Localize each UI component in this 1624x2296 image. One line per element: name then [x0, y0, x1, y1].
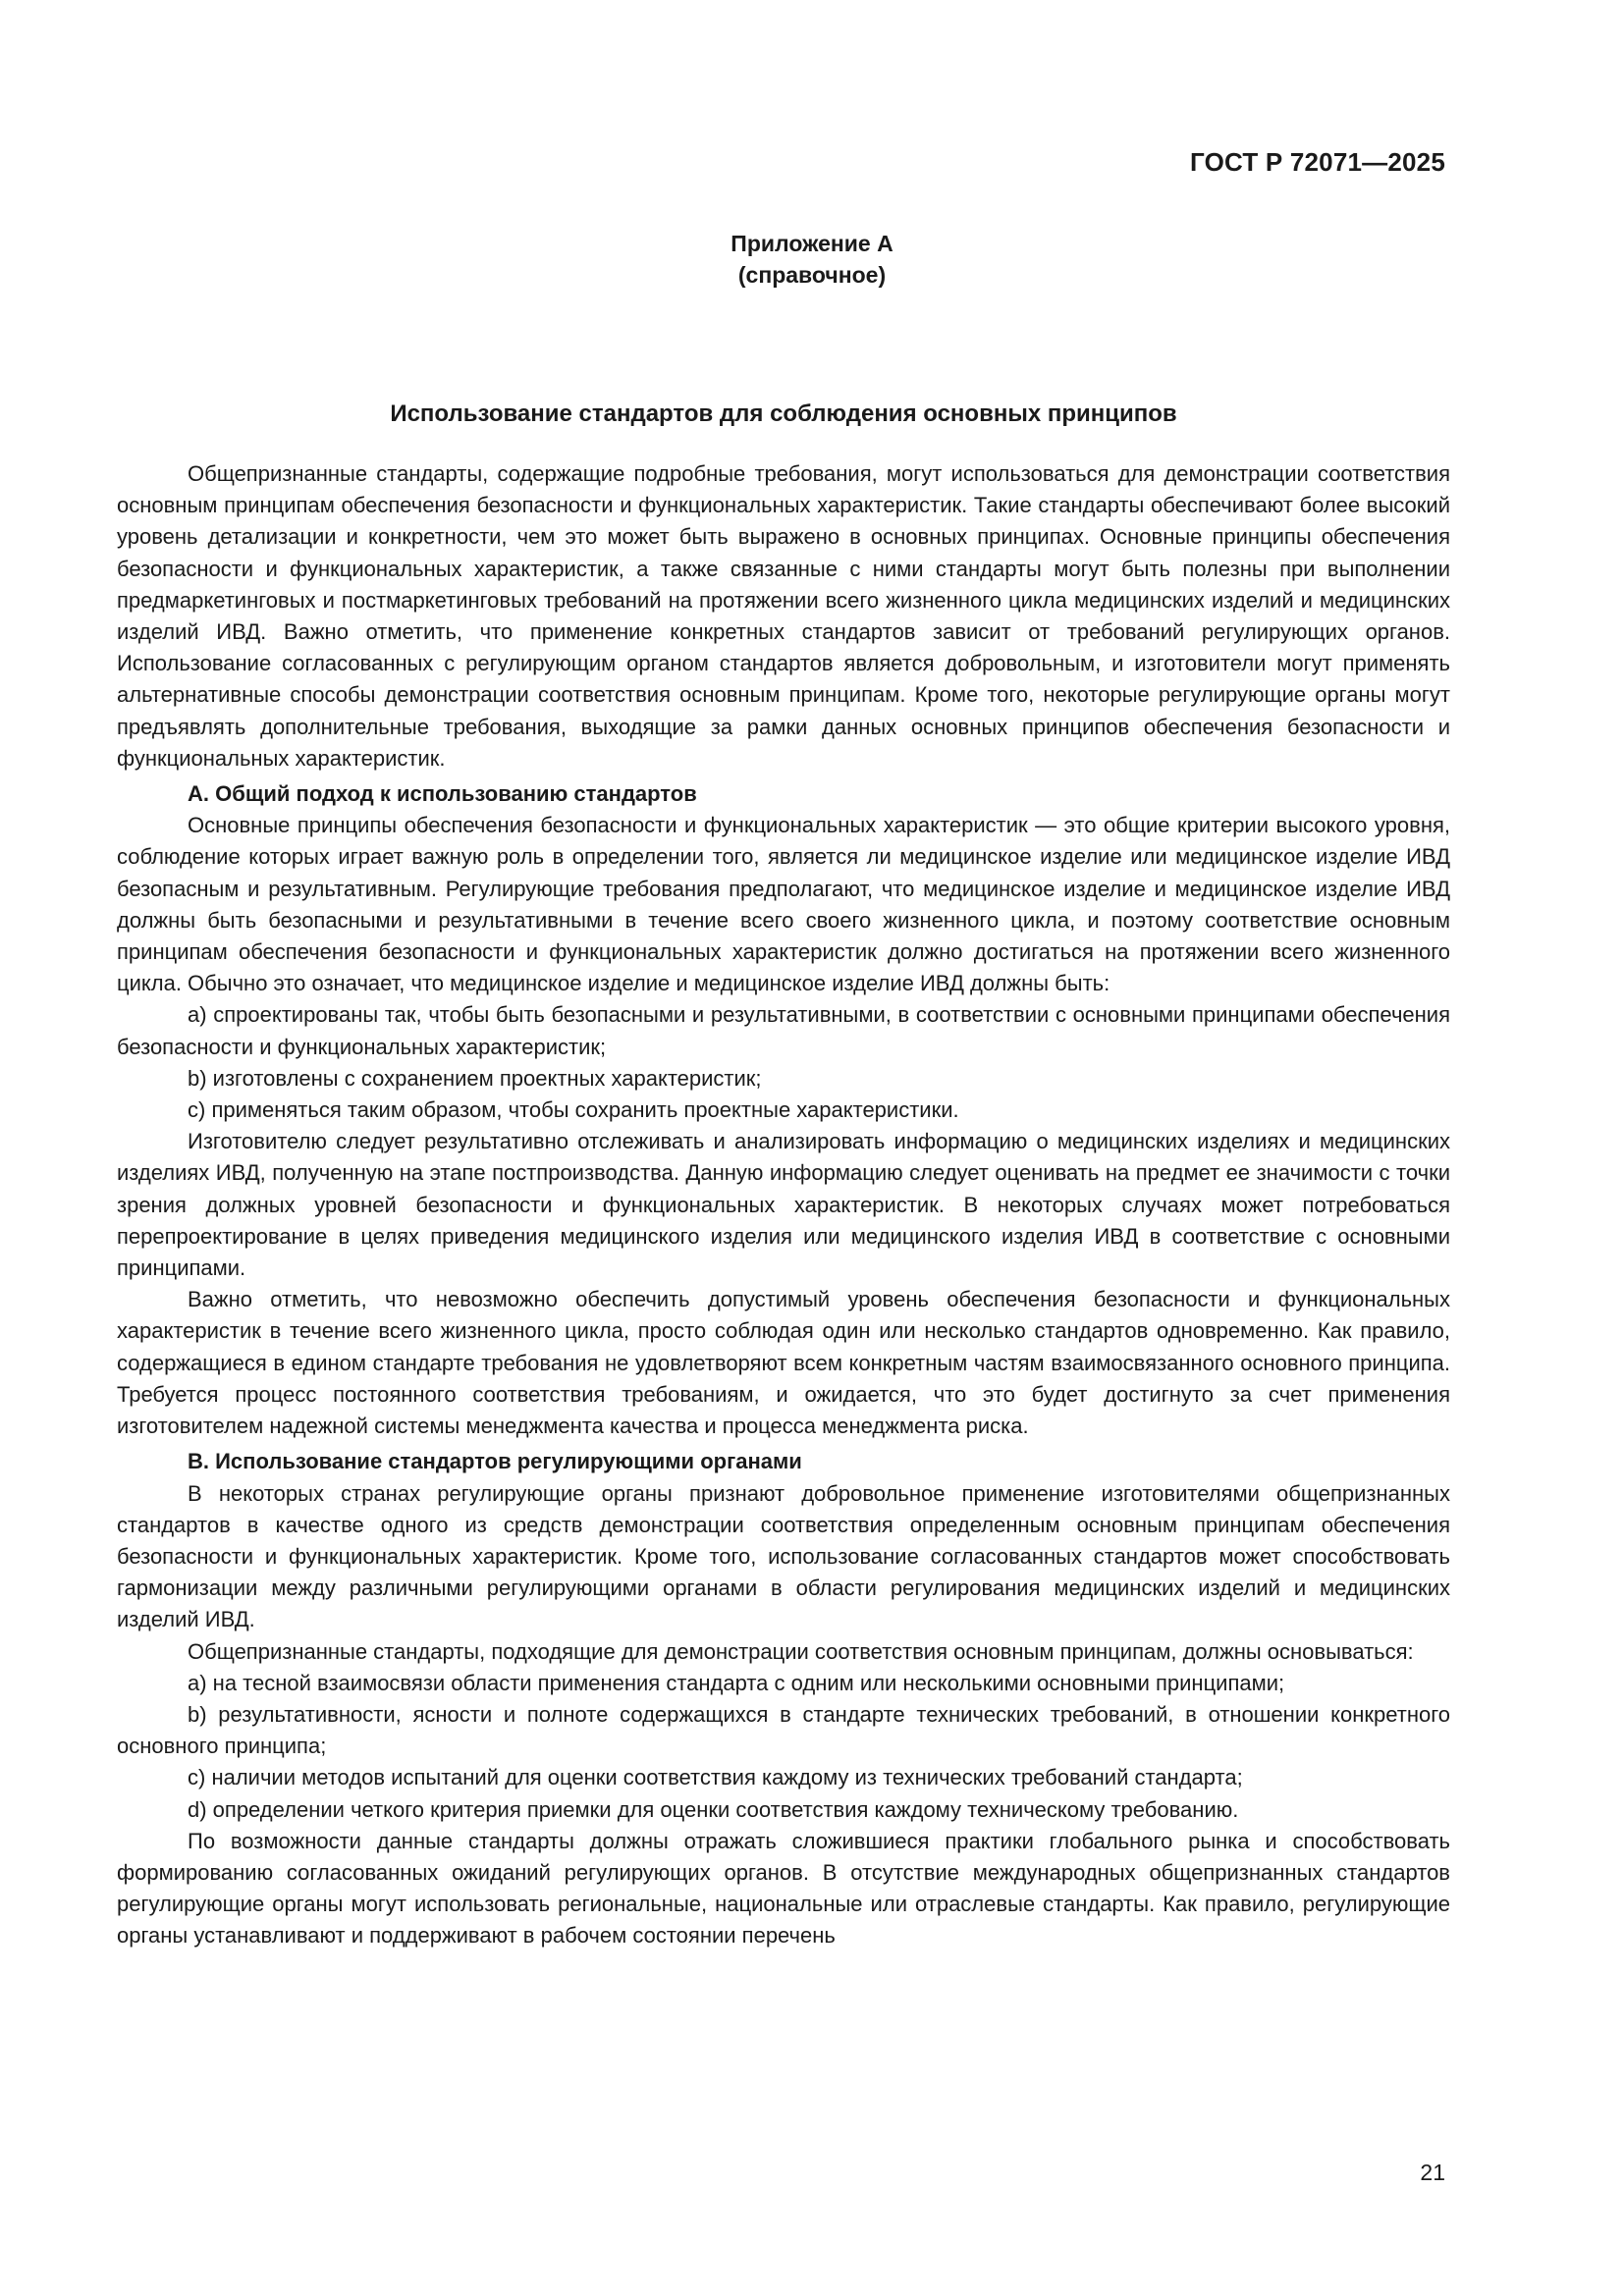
annex-title: Приложение А [731, 231, 893, 256]
section-a-heading: А. Общий подход к использованию стандартов [188, 781, 697, 807]
annex-heading [0, 228, 1624, 291]
section-b-list-item: c) наличии методов испытаний для оценки соответствия каждому из технических требований стандарта; [188, 1765, 1243, 1790]
section-a-list-item: b) изготовлены с сохранением проектных характеристик; [188, 1065, 762, 1091]
section-a-list-item: c) применяться таким образом, чтобы сохранить проектные характеристики. [188, 1097, 959, 1123]
section-b-paragraph: Общепризнанные стандарты, подходящие для демонстрации соответствия основным принципам, должны основываться: [188, 1638, 1414, 1664]
section-a-paragraph: Изготовителю следует результативно отслеживать и анализировать информацию о медицинских изделиях и медицинских изделиях ИВД, полученную на этапе постпроизводства. Данную информацию следует оценивать на предмет ее значимости с точки зрения должных уровней безопасности и функциональных характеристик. В некоторых случаях может потребоваться перепроектирование в целях приведения медицинского изделия или медицинского изделия ИВД в соответствие с основными принципами. [117, 1129, 1450, 1281]
intro-paragraph: Общепризнанные стандарты, содержащие подробные требования, могут использоваться для демонстрации соответствия основным принципам обеспечения безопасности и функциональных характеристик. Такие стандарты обеспечивают более высокий уровень детализации и конкретности, чем это может быть выражено в основных принципах. Основные принципы обеспечения безопасности и функциональных характеристик, а также связанные с ними стандарты могут быть полезны при выполнении предмаркетинговых и постмаркетинговых требований на протяжении всего жизненного цикла медицинских изделий и медицинских изделий ИВД. Важно отметить, что применение конкретных стандартов зависит от требований регулирующих органов. Использование согласованных с регулирующим органом стандартов является добровольным, и изготовители могут применять альтернативные способы демонстрации соответствия основным принципам. Кроме того, некоторые регулирующие органы могут предъявлять дополнительные требования, выходящие за рамки данных основных принципов обеспечения безопасности и функциональных характеристик. [117, 461, 1450, 771]
annex-subtitle: (справочное) [737, 262, 887, 288]
section-title: Использование стандартов для соблюдения основных принципов [390, 400, 1177, 427]
section-a-paragraph: Важно отметить, что невозможно обеспечить допустимый уровень обеспечения безопасности и функциональных характеристик в течение всего жизненного цикла, просто соблюдая один или несколько стандартов одновременно. Как правило, содержащиеся в едином стандарте требования не удовлетворяют всем конкретным частям взаимосвязанного основного принципа. Требуется процесс постоянного соответствия требованиям, и ожидается, что это будет достигнуто за счет применения изготовителем надежной системы менеджмента качества и процесса менеджмента риска. [117, 1287, 1450, 1439]
section-b-list-item: b) результативности, ясности и полноте содержащихся в стандарте технических требований, в отношении конкретного основного принципа; [117, 1701, 1450, 1759]
document-body [117, 398, 1450, 1952]
section-b-heading: B. Использование стандартов регулирующими органами [188, 1449, 802, 1474]
page-number: 21 [1420, 2160, 1445, 2185]
document-code: ГОСТ Р 72071—2025 [1190, 147, 1445, 177]
section-b-list-item: d) определении четкого критерия приемки для оценки соответствия каждому техническому требованию. [188, 1796, 1239, 1822]
section-b-paragraph: В некоторых странах регулирующие органы признают добровольное применение изготовителями общепризнанных стандартов в качестве одного из средств демонстрации соответствия определенным основным принципам обеспечения безопасности и функциональных характеристик. Кроме того, использование согласованных стандартов может способствовать гармонизации между различными регулирующими органами в области регулирования медицинских изделий и медицинских изделий ИВД. [117, 1480, 1450, 1632]
section-b-paragraph: По возможности данные стандарты должны отражать сложившиеся практики глобального рынка и способствовать формированию согласованных ожиданий регулирующих органов. В отсутствие международных общепризнанных стандартов регулирующие органы могут использовать региональные, национальные или отраслевые стандарты. Как правило, регулирующие органы устанавливают и поддерживают в рабочем состоянии перечень [117, 1828, 1450, 1949]
section-a-list-item: a) спроектированы так, чтобы быть безопасными и результативными, в соответствии с основными принципами обеспечения безопасности и функциональных характеристик; [117, 1002, 1450, 1059]
section-b-list-item: a) на тесной взаимосвязи области применения стандарта с одним или несколькими основными принципами; [188, 1670, 1285, 1695]
section-a-paragraph: Основные принципы обеспечения безопасности и функциональных характеристик — это общие критерии высокого уровня, соблюдение которых играет важную роль в определении того, является ли медицинское изделие или медицинское изделие ИВД безопасным и результативным. Регулирующие требования предполагают, что медицинское изделие и медицинское изделие ИВД должны быть безопасными и результативными в течение всего своего жизненного цикла, и поэтому соответствие основным принципам обеспечения безопасности и функциональных характеристик должно достигаться на протяжении всего жизненного цикла. Обычно это означает, что медицинское изделие и медицинское изделие ИВД должны быть: [117, 813, 1450, 996]
